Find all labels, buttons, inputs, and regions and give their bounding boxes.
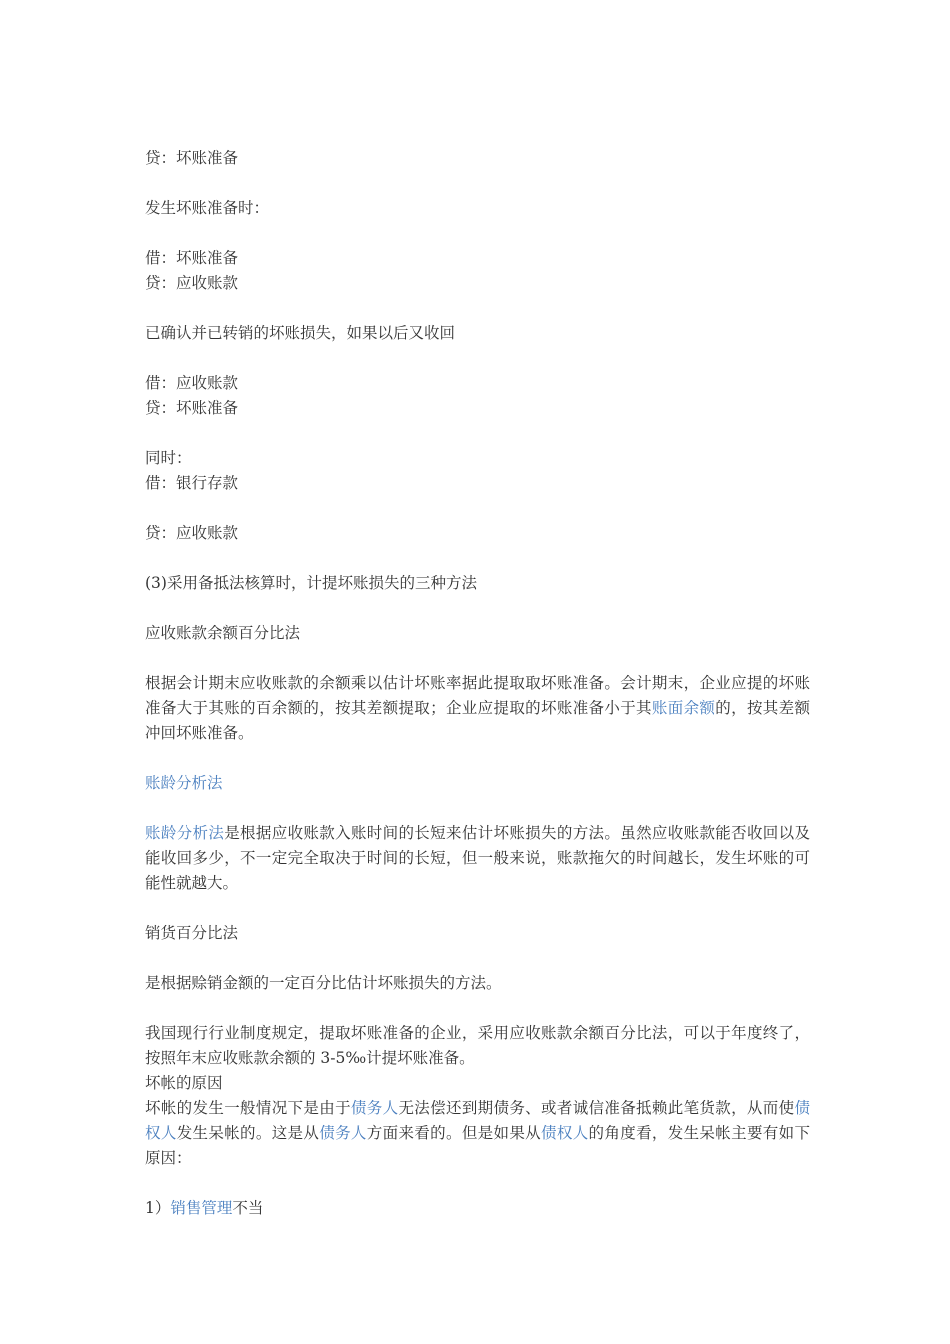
debtor-link[interactable]: 债务人 bbox=[319, 1124, 367, 1142]
book-balance-link[interactable]: 账面余额 bbox=[651, 699, 716, 717]
text-line: 贷：坏账准备 bbox=[145, 399, 239, 417]
paragraph: 我国现行行业制度规定，提取坏账准备的企业，采用应收账款余额百分比法，可以于年度终了，按照年末应收账款余额的 3-5‰计提坏账准备。 bbox=[145, 1024, 810, 1067]
section-heading: 坏帐的原因 bbox=[145, 1074, 223, 1092]
text-line: 同时： bbox=[145, 449, 192, 467]
paragraph-text: 发生呆帐的。这是从 bbox=[176, 1124, 320, 1142]
document-body bbox=[145, 146, 810, 1221]
paragraph bbox=[145, 1096, 810, 1171]
text-line: 借：坏账准备 bbox=[145, 249, 239, 267]
paragraph-text: 根据会计期末应收账款的余额乘以估计坏账率据此提取取坏账准备。会计期末，企业应提的坏账准备大于其账的百余额的，按其差额提取；企业应提取的坏账准备小于其 bbox=[145, 674, 810, 717]
paragraph bbox=[145, 671, 810, 746]
paragraph-text: 是根据应收账款入账时间的长短来估计坏账损失的方法。虽然应收账款能否收回以及能收回多少，不一定完全取决于时间的长短，但一般来说，账款拖欠的时间越长，发生坏账的可能性就越大。 bbox=[145, 824, 810, 892]
list-text: 不当 bbox=[232, 1199, 264, 1217]
aging-analysis-link[interactable]: 账龄分析法 bbox=[145, 774, 223, 792]
creditor-link[interactable]: 债权人 bbox=[541, 1124, 589, 1142]
text-line: 借：应收账款 bbox=[145, 374, 239, 392]
list-item bbox=[145, 1196, 810, 1221]
paragraph-text: 无法偿还到期债务、或者诚信准备抵赖此笔货款，从而使 bbox=[398, 1099, 795, 1117]
aging-analysis-inline-link[interactable]: 账龄分析法 bbox=[145, 824, 225, 842]
paragraph-text: 方面来看的。但是如果从 bbox=[366, 1124, 542, 1142]
text-line: 发生坏账准备时： bbox=[145, 199, 270, 217]
text-line: 已确认并已转销的坏账损失，如果以后又收回 bbox=[145, 324, 456, 342]
method-heading: 销货百分比法 bbox=[145, 924, 239, 942]
method-heading: 应收账款余额百分比法 bbox=[145, 624, 301, 642]
text-line: 是根据赊销金额的一定百分比估计坏账损失的方法。 bbox=[145, 974, 502, 992]
section-heading: (3)采用备抵法核算时，计提坏账损失的三种方法 bbox=[145, 574, 477, 592]
text-line: 贷：应收账款 bbox=[145, 274, 239, 292]
paragraph bbox=[145, 821, 810, 896]
text-line: 贷：应收账款 bbox=[145, 524, 239, 542]
paragraph-text: 的角度看，发生呆帐主要有如下原因： bbox=[145, 1124, 810, 1167]
paragraph-text: 的，按其差额冲回坏账准备。 bbox=[145, 699, 810, 742]
creditor-link[interactable]: 债权人 bbox=[145, 1099, 810, 1142]
text-line: 贷：坏账准备 bbox=[145, 149, 239, 167]
text-line: 借：银行存款 bbox=[145, 474, 239, 492]
debtor-link[interactable]: 债务人 bbox=[350, 1099, 399, 1117]
sales-management-link[interactable]: 销售管理 bbox=[170, 1199, 233, 1217]
paragraph-text: 坏帐的发生一般情况下是由于 bbox=[145, 1099, 351, 1117]
list-number: 1） bbox=[145, 1199, 171, 1217]
